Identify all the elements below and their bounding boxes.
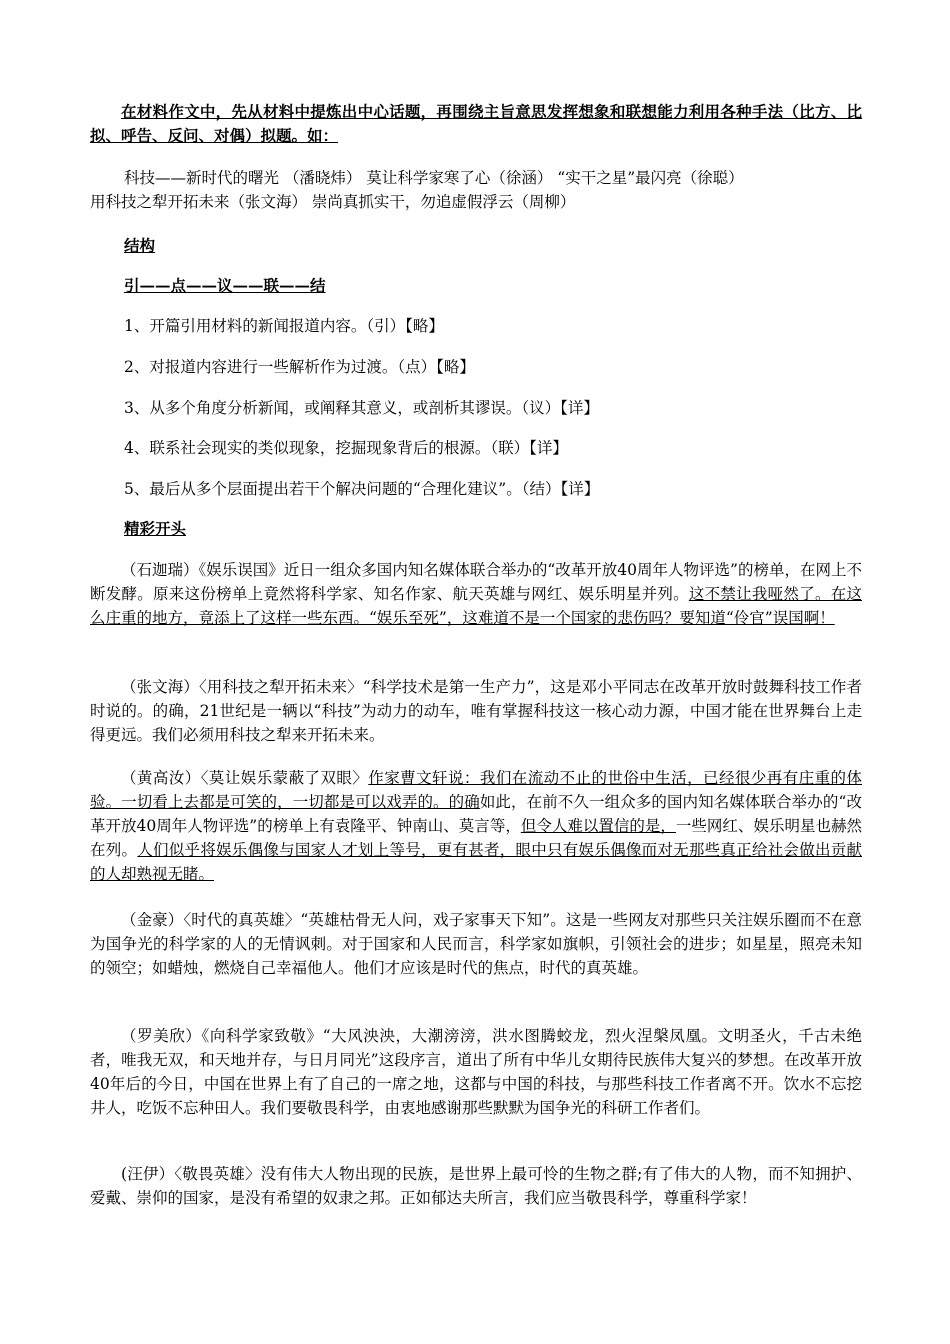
opening-paragraph-1	[90, 558, 862, 630]
titles-line-2: 用科技之犁开拓未来（张文海） 崇尚真抓实干，勿追虚假浮云（周柳）	[90, 193, 576, 211]
opening-3-underlined-end: 人们似乎将娱乐偶像与国家人才划上等号，更有甚者，眼中只有娱乐偶像而对无那些真正给社会做出贡献的人却熟视无睹。	[90, 841, 862, 883]
opening-1-text: （石迦瑞）《娱乐误国》近日一组众多国内知名媒体联合举办的“改革开放40周年人物评选”的榜单，在网上不断发酵。原来这份榜单上竟然将科学家、知名作家、航天英雄与网红、娱乐明星并列。	[90, 561, 862, 603]
structure-item-2: 2、对报道内容进行一些解析作为过渡。（点）【略】	[124, 358, 475, 376]
opening-1-underlined: 这不禁让我哑然了。在这么庄重的地方，竟添上了这样一些东西。“娱乐至死”，这难道不是一个国家的悲伤吗？要知道“伶官”误国啊！	[90, 585, 862, 627]
example-titles	[90, 166, 862, 214]
openings-heading: 精彩开头	[124, 519, 187, 538]
opening-paragraph-6: (汪伊）〈敬畏英雄〉没有伟大人物出现的民族，是世界上最可怜的生物之群;有了伟大的人物，而不知拥护、爱戴、崇仰的国家，是没有希望的奴隶之邦。正如郁达夫所言，我们应当敬畏科学，尊重科学家！	[90, 1165, 862, 1207]
structure-item-1: 1、开篇引用材料的新闻报道内容。（引）【略】	[124, 317, 444, 335]
opening-3-title: （黄高汝）〈莫让娱乐蒙蔽了双眼〉	[121, 769, 369, 787]
opening-paragraph-5: （罗美欣）《向科学家致敬》“大风泱泱，大潮滂滂，洪水图腾蛟龙，烈火涅槃凤凰。文明圣火，千古未绝者，唯我无双，和天地并存，与日月同光”这段序言，道出了所有中华儿女期待民族伟大复兴的梦想。在改革开放40年后的今日，中国在世界上有了自己的一席之地，这都与中国的科技，与那些科技工作者离不开。饮水不忘挖井人，吃饭不忘种田人。我们要敬畏科学，由衷地感谢那些默默为国争光的科研工作者们。	[90, 1027, 862, 1117]
opening-3-underlined-turn: 但令人难以置信的是，	[520, 817, 676, 835]
structure-outline: 引——点——议——联——结	[124, 276, 326, 295]
intro-paragraph: 在材料作文中，先从材料中提炼出中心话题，再围绕主旨意思发挥想象和联想能力利用各种手法（比方、比拟、呼告、反问、对偶）拟题。如：	[90, 103, 862, 145]
opening-3-underlined-quote: 作家曹文轩说：我们在流动不止的世俗中生活，已经很少再有庄重的体验。一切看上去都是可笑的，一切都是可以戏弄的。的确	[90, 769, 862, 811]
opening-paragraph-4: （金豪）〈时代的真英雄〉“英雄枯骨无人问，戏子家事天下知”。这是一些网友对那些只关注娱乐圈而不在意为国争光的科学家的人的无情讽刺。对于国家和人民而言，科学家如旗帜，引领社会的进步；如星星，照亮未知的领空；如蜡烛，燃烧自己幸福他人。他们才应该是时代的焦点，时代的真英雄。	[90, 911, 862, 977]
titles-line-1: 科技——新时代的曙光 （潘晓炜） 莫让科学家寒了心（徐涵） “实干之星”最闪亮（徐聪）	[124, 169, 744, 187]
structure-item-3: 3、从多个角度分析新闻，或阐释其意义，或剖析其谬误。（议）【详】	[124, 399, 599, 417]
structure-item-4: 4、联系社会现实的类似现象，挖掘现象背后的根源。（联）【详】	[124, 439, 568, 457]
opening-paragraph-2: （张文海）〈用科技之犁开拓未来〉“科学技术是第一生产力”，这是邓小平同志在改革开放时鼓舞科技工作者时说的。的确，21世纪是一辆以“科技”为动力的动车，唯有掌握科技这一核心动力源，中国才能在世界舞台上走得更远。我们必须用科技之犁来开拓未来。	[90, 678, 862, 744]
opening-paragraph-3	[90, 766, 862, 886]
structure-item-5: 5、最后从多个层面提出若干个解决问题的“合理化建议”。（结）【详】	[124, 480, 600, 498]
structure-heading: 结构	[124, 236, 156, 255]
opening-3-text-2: 一些网红、娱乐明星也赫然在列。	[90, 817, 862, 859]
opening-3-text: 如此，在前不久一组众多的国内知名媒体联合举办的“改革开放40周年人物评选”的榜单上有袁隆平、钟南山、莫言等，	[90, 793, 862, 835]
